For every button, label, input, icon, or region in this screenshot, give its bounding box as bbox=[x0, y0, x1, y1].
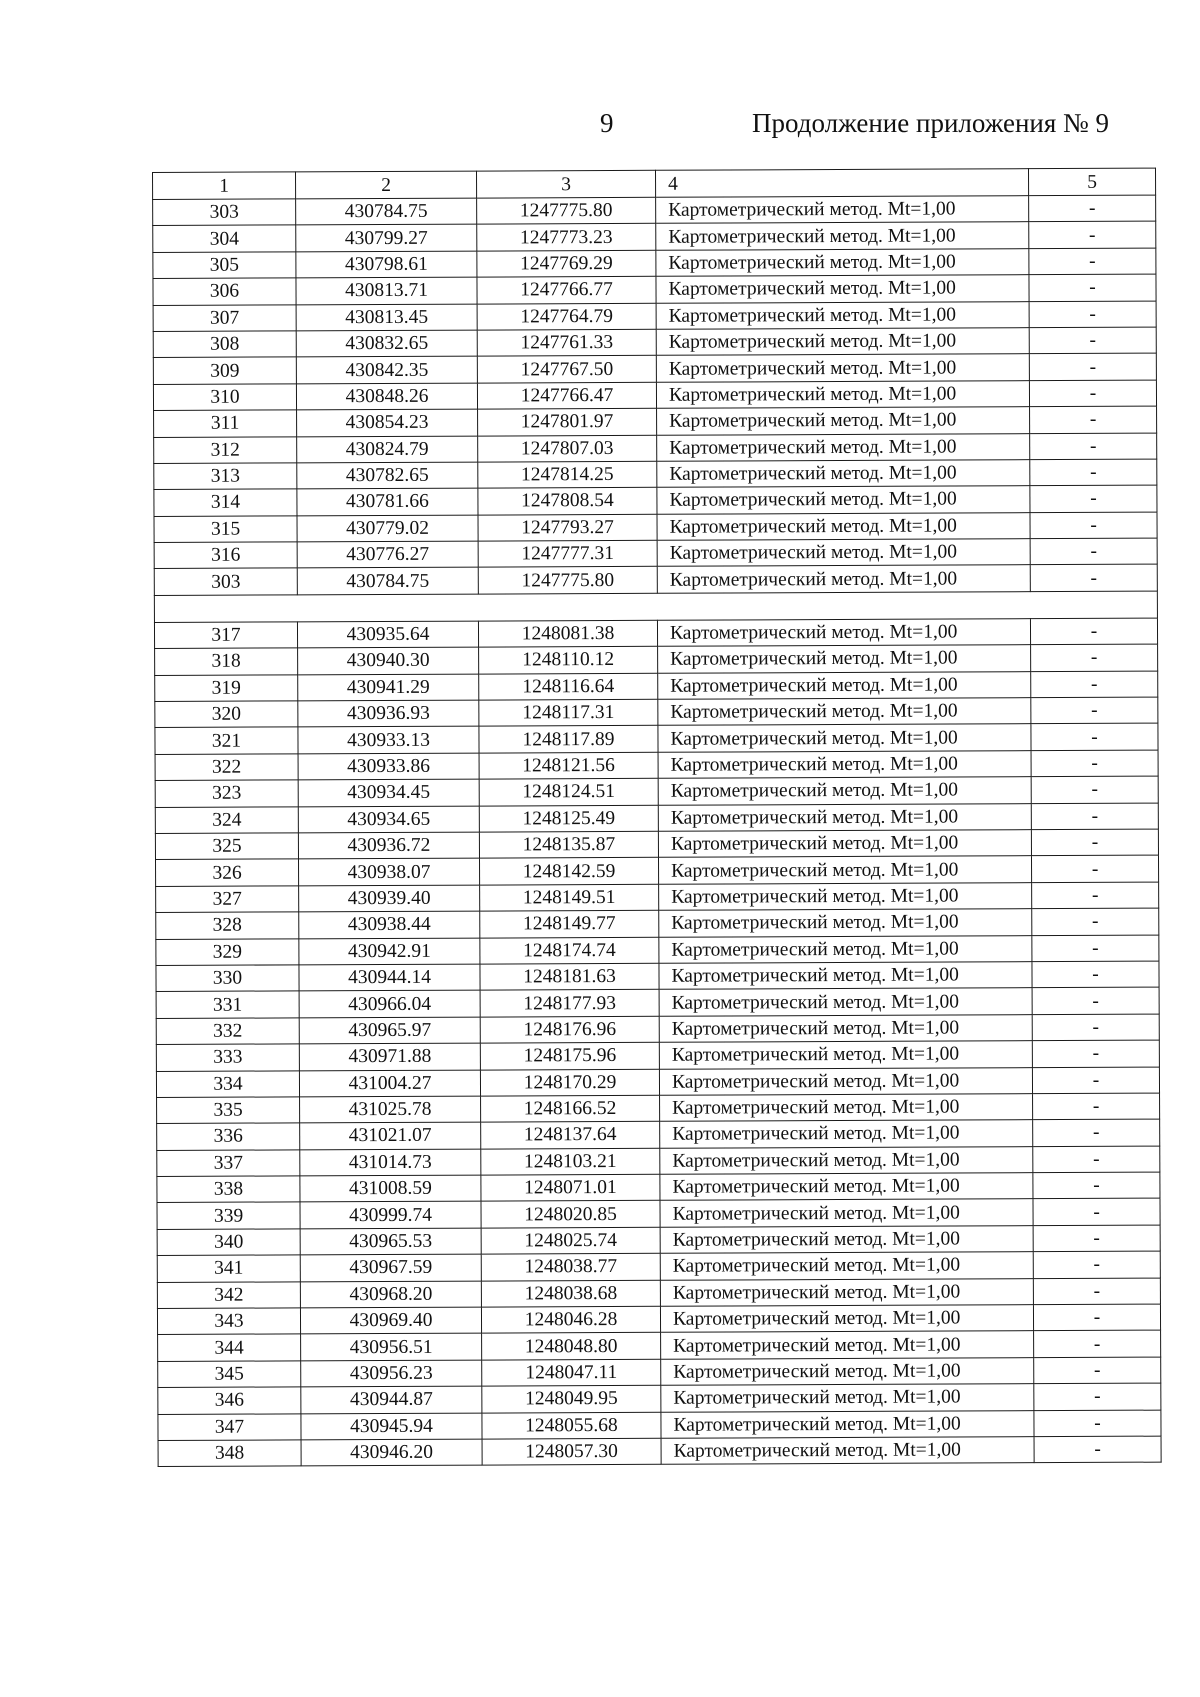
table-cell-col-4: Картометрический метод. Mt=1,00 bbox=[661, 1410, 1034, 1438]
table-cell-col-5: - bbox=[1031, 829, 1158, 856]
table-cell-col-5: - bbox=[1031, 855, 1158, 882]
table-cell-col-4: Картометрический метод. Mt=1,00 bbox=[661, 1384, 1034, 1412]
table-cell-col-5: 5 bbox=[1028, 168, 1155, 196]
table-cell-col-5: - bbox=[1033, 1225, 1160, 1252]
table-cell-col-5: - bbox=[1032, 1040, 1159, 1067]
table-cell-col-4: Картометрический метод. Mt=1,00 bbox=[656, 328, 1029, 356]
table-cell-col-2: 430798.61 bbox=[296, 251, 477, 278]
table-cell-col-1: 346 bbox=[158, 1387, 301, 1414]
table-cell-col-5: - bbox=[1029, 301, 1156, 328]
table-cell-col-4: Картометрический метод. Mt=1,00 bbox=[660, 1226, 1033, 1254]
table-cell-col-1: 316 bbox=[154, 542, 297, 569]
table-cell-col-1: 348 bbox=[158, 1440, 301, 1467]
table-cell-col-5: - bbox=[1029, 380, 1156, 407]
table-cell-col-4: Картометрический метод. Mt=1,00 bbox=[659, 988, 1032, 1016]
table-cell-col-3: 1247769.29 bbox=[477, 250, 656, 277]
table-cell-col-4: Картометрический метод. Mt=1,00 bbox=[656, 248, 1029, 276]
table-cell-col-2: 430944.14 bbox=[299, 964, 480, 991]
table-cell-col-3: 1247775.80 bbox=[478, 567, 657, 594]
table-row bbox=[158, 1436, 1161, 1467]
table-cell-col-1: 308 bbox=[153, 331, 296, 358]
table-cell-col-2: 430946.20 bbox=[301, 1439, 482, 1466]
table-cell-col-3: 1248166.52 bbox=[481, 1095, 660, 1122]
table-cell-col-4: Картометрический метод. Mt=1,00 bbox=[658, 671, 1031, 699]
table-cell-col-1: 315 bbox=[154, 516, 297, 543]
table-cell-col-3: 1248038.77 bbox=[481, 1254, 660, 1281]
table-cell-col-4: Картометрический метод. Mt=1,00 bbox=[660, 1120, 1033, 1148]
table-cell-col-5: - bbox=[1030, 512, 1157, 539]
table-cell-col-5: - bbox=[1029, 327, 1156, 354]
table-cell-col-1: 329 bbox=[156, 938, 299, 965]
table-cell-col-2: 430934.65 bbox=[298, 806, 479, 833]
table-cell-col-4: Картометрический метод. Mt=1,00 bbox=[656, 222, 1029, 250]
table-cell-col-3: 1248025.74 bbox=[481, 1227, 660, 1254]
page-number: 9 bbox=[600, 108, 614, 138]
table-cell-col-1: 324 bbox=[155, 806, 298, 833]
table-cell-col-5: - bbox=[1032, 908, 1159, 935]
table-cell-col-2: 431021.07 bbox=[300, 1122, 481, 1149]
table-cell-col-5: - bbox=[1031, 776, 1158, 803]
table-cell-col-5: - bbox=[1034, 1331, 1161, 1358]
table-cell-col-2: 430965.53 bbox=[300, 1228, 481, 1255]
table-cell-col-4: Картометрический метод. Mt=1,00 bbox=[656, 196, 1029, 224]
table-cell-col-1: 307 bbox=[153, 304, 296, 331]
table-cell-col-1: 337 bbox=[157, 1150, 300, 1177]
table-cell-col-5: - bbox=[1031, 671, 1158, 698]
table-cell-col-3: 1247814.25 bbox=[478, 461, 657, 488]
table-cell-col-5: - bbox=[1034, 1410, 1161, 1437]
table-cell-col-3: 1247775.80 bbox=[477, 197, 656, 224]
table-cell-col-4: Картометрический метод. Mt=1,00 bbox=[656, 354, 1029, 382]
table-cell-col-5: - bbox=[1031, 750, 1158, 777]
table-cell-col-5: - bbox=[1030, 538, 1157, 565]
table-cell-col-3: 1247766.47 bbox=[477, 382, 656, 409]
table-cell-col-4: Картометрический метод. Mt=1,00 bbox=[658, 777, 1031, 805]
table-cell-col-1: 332 bbox=[156, 1018, 299, 1045]
table-cell-col-1: 306 bbox=[153, 278, 296, 305]
table-cell-col-2: 430938.44 bbox=[299, 911, 480, 938]
table-cell-col-1: 333 bbox=[156, 1044, 299, 1071]
table-cell-col-1: 305 bbox=[153, 252, 296, 279]
table-cell-col-5: - bbox=[1033, 1093, 1160, 1120]
table-cell-col-1: 344 bbox=[158, 1334, 301, 1361]
table-cell-col-2: 430940.30 bbox=[298, 647, 479, 674]
table-cell-col-1: 336 bbox=[157, 1123, 300, 1150]
table-cell-col-3: 1248081.38 bbox=[478, 620, 657, 647]
table-cell-col-5: - bbox=[1033, 1146, 1160, 1173]
table-cell-col-1: 327 bbox=[156, 886, 299, 913]
table-cell-col-3: 1248149.51 bbox=[480, 884, 659, 911]
table-cell-col-3: 1247807.03 bbox=[478, 435, 657, 462]
table-cell-col-2: 430936.93 bbox=[298, 700, 479, 727]
table-cell-col-5: - bbox=[1030, 433, 1157, 460]
table-cell-col-2: 430999.74 bbox=[300, 1202, 481, 1229]
table-cell-col-4: Картометрический метод. Mt=1,00 bbox=[660, 1173, 1033, 1201]
table-cell-col-1: 1 bbox=[153, 172, 296, 200]
table-cell-col-5: - bbox=[1030, 618, 1157, 645]
table-cell-col-4: 4 bbox=[655, 169, 1028, 198]
table-cell-col-2: 430936.72 bbox=[298, 832, 479, 859]
table-cell-col-1: 322 bbox=[155, 754, 298, 781]
table-cell-col-4: Картометрический метод. Mt=1,00 bbox=[660, 1094, 1033, 1122]
table-cell-col-3: 1247777.31 bbox=[478, 540, 657, 567]
table-cell-col-3: 1248137.64 bbox=[481, 1122, 660, 1149]
table-cell-col-1: 331 bbox=[156, 991, 299, 1018]
table-cell-col-2: 430799.27 bbox=[296, 224, 477, 251]
table-cell-col-3: 1248176.96 bbox=[480, 1016, 659, 1043]
table-cell-col-4: Картометрический метод. Mt=1,00 bbox=[659, 1014, 1032, 1042]
table-cell-col-4: Картометрический метод. Mt=1,00 bbox=[657, 539, 1030, 567]
table-cell-col-4: Картометрический метод. Mt=1,00 bbox=[660, 1252, 1033, 1280]
table-cell-col-1: 303 bbox=[154, 568, 297, 595]
table-cell-col-5: - bbox=[1034, 1357, 1161, 1384]
table-cell-col-1: 317 bbox=[154, 622, 297, 649]
table-cell-col-3: 1247793.27 bbox=[478, 514, 657, 541]
table-cell-col-4: Картометрический метод. Mt=1,00 bbox=[657, 486, 1030, 514]
table-cell-col-3: 1248038.68 bbox=[481, 1280, 660, 1307]
table-cell-col-3: 3 bbox=[476, 170, 655, 198]
table-cell-col-4: Картометрический метод. Mt=1,00 bbox=[659, 1041, 1032, 1069]
table-cell-col-1: 320 bbox=[155, 701, 298, 728]
table-cell-col-3: 1248071.01 bbox=[481, 1174, 660, 1201]
table-cell-col-5: - bbox=[1033, 1304, 1160, 1331]
table-cell-col-1: 341 bbox=[157, 1255, 300, 1282]
table-cell-col-2: 430941.29 bbox=[298, 674, 479, 701]
table-cell-col-5: - bbox=[1033, 1251, 1160, 1278]
table-cell-col-5: - bbox=[1031, 697, 1158, 724]
table-cell-col-4: Картометрический метод. Mt=1,00 bbox=[661, 1357, 1034, 1385]
table-cell-col-2: 430832.65 bbox=[296, 330, 477, 357]
table-cell-col-1: 309 bbox=[153, 357, 296, 384]
table-cell-col-4: Картометрический метод. Mt=1,00 bbox=[658, 856, 1031, 884]
table-cell-col-5: - bbox=[1034, 1436, 1161, 1463]
table-cell-col-5: - bbox=[1033, 1199, 1160, 1226]
table-cell-col-3: 1248057.30 bbox=[482, 1438, 661, 1465]
table-cell-col-2: 430782.65 bbox=[297, 462, 478, 489]
table-cell-col-3: 1248047.11 bbox=[482, 1359, 661, 1386]
table-cell-col-1: 318 bbox=[155, 648, 298, 675]
table-cell-col-4: Картометрический метод. Mt=1,00 bbox=[657, 565, 1030, 593]
table-cell-col-2: 430969.40 bbox=[300, 1307, 481, 1334]
table-cell-col-4: Картометрический метод. Mt=1,00 bbox=[657, 619, 1030, 647]
table-cell-col-2: 431004.27 bbox=[299, 1070, 480, 1097]
table-cell-col-1: 314 bbox=[154, 489, 297, 516]
table-cell-col-3: 1248046.28 bbox=[481, 1306, 660, 1333]
table-cell-col-2: 430784.75 bbox=[296, 198, 477, 225]
table-cell-col-2: 430776.27 bbox=[297, 541, 478, 568]
table-cell-col-2: 430944.87 bbox=[301, 1386, 482, 1413]
table-cell-col-2: 431008.59 bbox=[300, 1175, 481, 1202]
table-cell-col-5: - bbox=[1029, 222, 1156, 249]
table-cell-col-1: 330 bbox=[156, 965, 299, 992]
table-cell-col-5: - bbox=[1032, 961, 1159, 988]
table-cell-col-1: 303 bbox=[153, 199, 296, 226]
table-cell-col-2: 430945.94 bbox=[301, 1413, 482, 1440]
table-cell-col-3: 1248177.93 bbox=[480, 990, 659, 1017]
table-cell-col-3: 1248116.64 bbox=[479, 673, 658, 700]
table-cell-col-4: Картометрический метод. Mt=1,00 bbox=[659, 962, 1032, 990]
table-cell-col-3: 1248175.96 bbox=[480, 1042, 659, 1069]
table-cell-col-1: 342 bbox=[157, 1281, 300, 1308]
table-cell-col-3: 1248048.80 bbox=[482, 1333, 661, 1360]
table-cell-col-4: Картометрический метод. Mt=1,00 bbox=[658, 830, 1031, 858]
table-cell-col-5: - bbox=[1029, 248, 1156, 275]
table-cell-col-5: - bbox=[1032, 935, 1159, 962]
table-cell-col-4: Картометрический метод. Mt=1,00 bbox=[659, 935, 1032, 963]
table-cell-col-1: 345 bbox=[158, 1361, 301, 1388]
table-cell-col-4: Картометрический метод. Mt=1,00 bbox=[656, 301, 1029, 329]
table-cell-col-2: 430933.13 bbox=[298, 727, 479, 754]
table-cell-col-5: - bbox=[1030, 485, 1157, 512]
table-cell-col-1: 310 bbox=[153, 384, 296, 411]
table-cell-col-3: 1248103.21 bbox=[481, 1148, 660, 1175]
table-cell-col-1: 325 bbox=[155, 833, 298, 860]
table-cell-col-5: - bbox=[1032, 987, 1159, 1014]
table-cell-col-3: 1248174.74 bbox=[480, 937, 659, 964]
table-cell-col-2: 430971.88 bbox=[299, 1043, 480, 1070]
table-cell-col-5: - bbox=[1029, 274, 1156, 301]
table-cell-col-3: 1248020.85 bbox=[481, 1201, 660, 1228]
table-cell-col-4: Картометрический метод. Mt=1,00 bbox=[660, 1199, 1033, 1227]
table-cell-col-4: Картометрический метод. Mt=1,00 bbox=[658, 803, 1031, 831]
table-cell-col-1: 347 bbox=[158, 1413, 301, 1440]
table-cell-col-5: - bbox=[1029, 195, 1156, 222]
table-cell-col-2: 430784.75 bbox=[297, 568, 478, 595]
table-cell-col-5: - bbox=[1033, 1172, 1160, 1199]
table-cell-col-3: 1248055.68 bbox=[482, 1412, 661, 1439]
table-cell-col-4: Картометрический метод. Mt=1,00 bbox=[658, 750, 1031, 778]
table-cell-col-5: - bbox=[1031, 724, 1158, 751]
table-cell-col-1: 334 bbox=[156, 1070, 299, 1097]
table-cell-col-1: 338 bbox=[157, 1176, 300, 1203]
table-cell-col-2: 430824.79 bbox=[297, 436, 478, 463]
table-cell-col-3: 1247764.79 bbox=[477, 303, 656, 330]
table-cell-col-3: 1248049.95 bbox=[482, 1385, 661, 1412]
table-cell-col-4: Картометрический метод. Mt=1,00 bbox=[660, 1146, 1033, 1174]
table-cell-col-2: 430942.91 bbox=[299, 938, 480, 965]
table-cell-col-2: 430968.20 bbox=[300, 1281, 481, 1308]
table-cell-col-5: - bbox=[1033, 1119, 1160, 1146]
table-cell-col-5: - bbox=[1034, 1383, 1161, 1410]
table-cell-col-2: 430842.35 bbox=[296, 356, 477, 383]
table-cell-col-3: 1247766.77 bbox=[477, 276, 656, 303]
table-cell-col-4: Картометрический метод. Mt=1,00 bbox=[660, 1278, 1033, 1306]
table-cell-col-4: Картометрический метод. Mt=1,00 bbox=[657, 407, 1030, 435]
table-cell-col-3: 1248142.59 bbox=[479, 858, 658, 885]
coordinates-table bbox=[152, 168, 1162, 1468]
table-cell-col-2: 431025.78 bbox=[300, 1096, 481, 1123]
table-cell-col-2: 430854.23 bbox=[297, 409, 478, 436]
table-cell-col-1: 321 bbox=[155, 727, 298, 754]
table-cell-col-3: 1248181.63 bbox=[480, 963, 659, 990]
table-cell-col-2: 430935.64 bbox=[297, 621, 478, 648]
table-cell-col-2: 431014.73 bbox=[300, 1149, 481, 1176]
table-cell-col-4: Картометрический метод. Mt=1,00 bbox=[658, 724, 1031, 752]
table-cell-col-4: Картометрический метод. Mt=1,00 bbox=[659, 909, 1032, 937]
table-cell-col-2: 430966.04 bbox=[299, 990, 480, 1017]
coordinates-table-body bbox=[153, 168, 1162, 1467]
table-cell-col-2: 430813.45 bbox=[296, 304, 477, 331]
table-cell-col-1: 312 bbox=[154, 436, 297, 463]
table-cell-col-5: - bbox=[1031, 644, 1158, 671]
table-cell-col-3: 1247773.23 bbox=[477, 224, 656, 251]
table-cell-col-3: 1248124.51 bbox=[479, 779, 658, 806]
table-cell-col-4: Картометрический метод. Mt=1,00 bbox=[657, 512, 1030, 540]
table-cell-col-3: 1248117.31 bbox=[479, 699, 658, 726]
table-cell-col-3: 1248170.29 bbox=[480, 1069, 659, 1096]
table-cell-col-4: Картометрический метод. Mt=1,00 bbox=[657, 460, 1030, 488]
table-cell-col-2: 2 bbox=[296, 171, 477, 199]
table-cell-col-1: 328 bbox=[156, 912, 299, 939]
table-cell-col-2: 430779.02 bbox=[297, 515, 478, 542]
table-cell-col-2: 430933.86 bbox=[298, 753, 479, 780]
table-cell-col-5: - bbox=[1033, 1278, 1160, 1305]
table-cell-col-4: Картометрический метод. Mt=1,00 bbox=[660, 1305, 1033, 1333]
table-cell-col-2: 430781.66 bbox=[297, 488, 478, 515]
table-cell-col-3: 1248110.12 bbox=[479, 647, 658, 674]
table-cell-col-4: Картометрический метод. Mt=1,00 bbox=[657, 433, 1030, 461]
table-cell-col-2: 430938.07 bbox=[299, 858, 480, 885]
table-cell-col-2: 430956.23 bbox=[301, 1360, 482, 1387]
table-cell-col-3: 1248117.89 bbox=[479, 726, 658, 753]
table-cell-col-1: 313 bbox=[154, 463, 297, 490]
page-caption: Продолжение приложения № 9 bbox=[752, 108, 1110, 138]
table-cell-col-5: - bbox=[1032, 882, 1159, 909]
table-cell-col-3: 1247808.54 bbox=[478, 488, 657, 515]
table-cell-col-3: 1248149.77 bbox=[480, 910, 659, 937]
table-cell-col-4: Картометрический метод. Mt=1,00 bbox=[656, 380, 1029, 408]
table-cell-col-4: Картометрический метод. Mt=1,00 bbox=[656, 275, 1029, 303]
table-cell-col-5: - bbox=[1030, 565, 1157, 592]
table-cell-col-2: 430934.45 bbox=[298, 779, 479, 806]
table-cell-col-2: 430848.26 bbox=[296, 383, 477, 410]
table-cell-col-2: 430956.51 bbox=[301, 1333, 482, 1360]
table-cell-col-1: 340 bbox=[157, 1229, 300, 1256]
table-cell-col-1: 339 bbox=[157, 1202, 300, 1229]
table-cell-col-4: Картометрический метод. Mt=1,00 bbox=[658, 645, 1031, 673]
table-cell-col-1: 326 bbox=[156, 859, 299, 886]
table-cell-col-2: 430939.40 bbox=[299, 885, 480, 912]
table-cell-col-5: - bbox=[1031, 803, 1158, 830]
table-cell-col-3: 1247767.50 bbox=[477, 356, 656, 383]
table-cell-col-3: 1247761.33 bbox=[477, 329, 656, 356]
table-cell-col-5: - bbox=[1029, 353, 1156, 380]
table-cell-col-1: 335 bbox=[157, 1097, 300, 1124]
table-cell-col-4: Картометрический метод. Mt=1,00 bbox=[659, 882, 1032, 910]
table-cell-col-2: 430813.71 bbox=[296, 277, 477, 304]
table-cell-col-3: 1247801.97 bbox=[478, 408, 657, 435]
table-cell-col-5: - bbox=[1032, 1067, 1159, 1094]
table-cell-col-5: - bbox=[1030, 459, 1157, 486]
table-cell-col-3: 1248125.49 bbox=[479, 805, 658, 832]
table-cell-col-4: Картометрический метод. Mt=1,00 bbox=[661, 1331, 1034, 1359]
table-cell-col-1: 304 bbox=[153, 225, 296, 252]
table-cell-col-2: 430967.59 bbox=[300, 1254, 481, 1281]
table-cell-col-3: 1248121.56 bbox=[479, 752, 658, 779]
table-cell-col-1: 311 bbox=[154, 410, 297, 437]
table-cell-col-5: - bbox=[1032, 1014, 1159, 1041]
table-cell-col-3: 1248135.87 bbox=[479, 831, 658, 858]
table-cell-col-2: 430965.97 bbox=[299, 1017, 480, 1044]
table-cell-col-4: Картометрический метод. Mt=1,00 bbox=[659, 1067, 1032, 1095]
table-cell-col-1: 343 bbox=[157, 1308, 300, 1335]
table-cell-col-1: 323 bbox=[155, 780, 298, 807]
table-cell-col-4: Картометрический метод. Mt=1,00 bbox=[658, 698, 1031, 726]
table-cell-col-4: Картометрический метод. Mt=1,00 bbox=[661, 1437, 1034, 1465]
table-cell-col-1: 319 bbox=[155, 675, 298, 702]
table-cell-col-5: - bbox=[1030, 406, 1157, 433]
